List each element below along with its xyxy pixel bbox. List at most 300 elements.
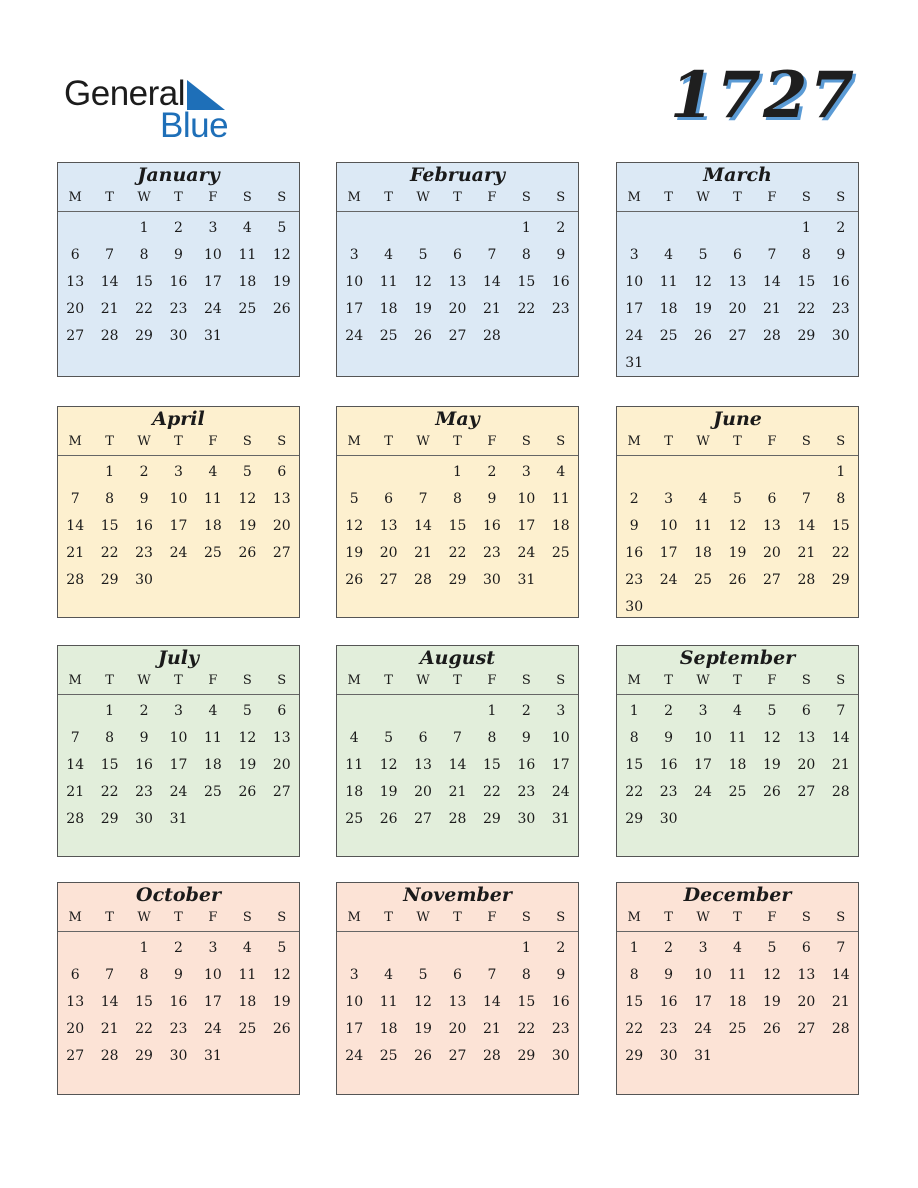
day-cell: 24 <box>204 301 222 317</box>
day-cell: 24 <box>694 1021 712 1037</box>
day-cell: 26 <box>763 1021 781 1037</box>
day-cell: 19 <box>763 757 781 773</box>
day-cell: 10 <box>551 730 570 746</box>
month-december <box>616 882 859 1095</box>
logo-text-general: General <box>64 74 186 113</box>
weekday-label: M <box>68 190 82 205</box>
day-cell: 15 <box>797 274 816 290</box>
day-cell: 5 <box>767 940 777 956</box>
day-cell: 28 <box>66 572 85 588</box>
day-cell: 10 <box>694 730 712 746</box>
weekday-label: T <box>174 190 183 205</box>
day-cell: 6 <box>277 703 287 719</box>
day-cell: 24 <box>694 784 712 800</box>
day-cell: 17 <box>169 757 188 773</box>
day-cell: 23 <box>169 1021 188 1037</box>
weekday-label: W <box>696 910 710 925</box>
month-february <box>336 162 579 377</box>
day-grid <box>337 932 578 1070</box>
day-cell: 7 <box>418 491 428 507</box>
day-cell: 23 <box>483 545 501 561</box>
day-cell: 7 <box>105 967 115 983</box>
day-cell: 20 <box>272 757 291 773</box>
weekday-label: F <box>487 190 497 205</box>
weekday-label: T <box>174 673 183 688</box>
day-cell: 5 <box>733 491 742 507</box>
empty-day-cell <box>686 215 720 242</box>
day-cell: 25 <box>551 545 570 561</box>
weekday-label: S <box>556 190 566 205</box>
day-cell: 11 <box>345 757 364 773</box>
day-cell: 16 <box>169 274 188 290</box>
empty-day-cell <box>406 459 440 486</box>
day-cell: 10 <box>345 274 364 290</box>
day-cell: 2 <box>664 940 674 956</box>
empty-day-cell <box>406 215 440 242</box>
day-cell: 14 <box>483 274 501 290</box>
weekday-label: S <box>836 910 846 925</box>
day-cell: 30 <box>169 1048 188 1064</box>
empty-day-cell <box>337 935 371 962</box>
day-cell: 19 <box>379 784 398 800</box>
empty-day-cell <box>440 698 474 725</box>
weekday-label: S <box>277 434 287 449</box>
day-cell: 6 <box>733 247 742 263</box>
weekday-label: F <box>208 673 218 688</box>
day-cell: 16 <box>483 518 501 534</box>
day-cell: 1 <box>629 703 639 719</box>
day-cell: 24 <box>169 545 188 561</box>
weekday-label: M <box>68 673 82 688</box>
day-cell: 7 <box>767 247 777 263</box>
day-cell: 21 <box>483 301 501 317</box>
month-name: November <box>403 884 512 906</box>
day-cell: 12 <box>414 274 432 290</box>
day-cell: 10 <box>517 491 536 507</box>
day-cell: 29 <box>831 572 850 588</box>
weekday-label: S <box>836 190 846 205</box>
weekday-label: F <box>767 434 777 449</box>
day-cell: 27 <box>66 328 85 344</box>
day-cell: 17 <box>694 994 712 1010</box>
day-cell: 3 <box>349 967 359 983</box>
day-cell: 3 <box>174 703 183 719</box>
day-cell: 10 <box>204 967 222 983</box>
day-cell: 28 <box>414 572 432 588</box>
day-cell: 29 <box>100 811 119 827</box>
day-cell: 31 <box>625 355 644 371</box>
empty-day-cell <box>789 459 823 486</box>
day-cell: 6 <box>801 940 811 956</box>
empty-day-cell <box>371 459 405 486</box>
weekday-label: W <box>137 673 151 688</box>
weekday-header-row <box>337 188 578 212</box>
day-cell: 18 <box>379 301 398 317</box>
month-january <box>57 162 300 377</box>
weekday-label: S <box>836 434 846 449</box>
day-cell: 12 <box>728 518 747 534</box>
day-cell: 2 <box>629 491 639 507</box>
day-cell: 7 <box>453 730 462 746</box>
month-april <box>57 406 300 618</box>
day-cell: 22 <box>100 545 119 561</box>
day-cell: 22 <box>831 545 850 561</box>
day-grid <box>337 212 578 350</box>
day-cell: 21 <box>100 1021 119 1037</box>
day-cell: 22 <box>100 784 119 800</box>
day-cell: 31 <box>551 811 570 827</box>
empty-day-cell <box>92 935 126 962</box>
empty-day-cell <box>440 935 474 962</box>
month-october <box>57 882 300 1095</box>
empty-day-cell <box>406 698 440 725</box>
day-cell: 15 <box>517 274 536 290</box>
empty-day-cell <box>371 698 405 725</box>
day-cell: 11 <box>204 730 222 746</box>
day-cell: 3 <box>521 464 531 480</box>
weekday-label: T <box>384 910 393 925</box>
day-cell: 26 <box>694 328 712 344</box>
day-cell: 14 <box>100 274 119 290</box>
day-cell: 20 <box>379 545 398 561</box>
weekday-label: S <box>556 910 566 925</box>
weekday-label: M <box>347 673 361 688</box>
day-cell: 14 <box>831 730 850 746</box>
weekday-label: F <box>487 910 497 925</box>
day-cell: 2 <box>556 220 566 236</box>
day-cell: 15 <box>135 994 153 1010</box>
empty-day-cell <box>58 215 92 242</box>
day-cell: 17 <box>169 518 188 534</box>
day-cell: 8 <box>629 730 639 746</box>
weekday-label: F <box>767 190 777 205</box>
day-cell: 27 <box>448 328 467 344</box>
day-cell: 18 <box>728 994 747 1010</box>
day-cell: 27 <box>728 328 747 344</box>
empty-day-cell <box>371 935 405 962</box>
day-cell: 23 <box>135 545 153 561</box>
day-cell: 23 <box>831 301 850 317</box>
day-cell: 25 <box>728 1021 747 1037</box>
day-cell: 25 <box>238 1021 257 1037</box>
day-cell: 7 <box>487 247 497 263</box>
day-cell: 7 <box>836 940 846 956</box>
day-cell: 31 <box>204 1048 222 1064</box>
day-cell: 8 <box>139 247 149 263</box>
day-cell: 9 <box>629 518 639 534</box>
day-cell: 4 <box>733 940 742 956</box>
day-cell: 3 <box>698 940 708 956</box>
day-cell: 22 <box>135 1021 153 1037</box>
day-cell: 3 <box>629 247 639 263</box>
day-cell: 18 <box>728 757 747 773</box>
weekday-label: T <box>453 910 462 925</box>
day-cell: 23 <box>659 784 678 800</box>
day-cell: 15 <box>625 994 644 1010</box>
day-cell: 5 <box>698 247 708 263</box>
weekday-header-row <box>617 908 858 932</box>
day-cell: 21 <box>448 784 467 800</box>
day-cell: 10 <box>345 994 364 1010</box>
empty-day-cell <box>337 698 371 725</box>
day-cell: 29 <box>135 1048 153 1064</box>
day-cell: 17 <box>659 545 678 561</box>
day-cell: 22 <box>483 784 501 800</box>
day-cell: 8 <box>139 967 149 983</box>
weekday-label: W <box>416 190 430 205</box>
day-cell: 16 <box>659 757 678 773</box>
weekday-label: T <box>733 190 742 205</box>
day-cell: 30 <box>517 811 536 827</box>
day-cell: 15 <box>448 518 467 534</box>
day-cell: 20 <box>272 518 291 534</box>
weekday-label: S <box>521 673 531 688</box>
day-cell: 21 <box>483 1021 501 1037</box>
month-july <box>57 645 300 857</box>
day-cell: 13 <box>379 518 398 534</box>
empty-day-cell <box>686 459 720 486</box>
day-cell: 9 <box>556 247 566 263</box>
day-cell: 14 <box>483 994 501 1010</box>
day-cell: 14 <box>448 757 467 773</box>
day-cell: 13 <box>448 994 467 1010</box>
day-cell: 9 <box>487 491 497 507</box>
day-cell: 6 <box>453 247 462 263</box>
day-cell: 30 <box>169 328 188 344</box>
empty-day-cell <box>755 215 789 242</box>
day-cell: 2 <box>174 940 183 956</box>
weekday-label: T <box>384 434 393 449</box>
day-cell: 28 <box>797 572 816 588</box>
weekday-label: T <box>174 434 183 449</box>
day-cell: 28 <box>763 328 781 344</box>
day-cell: 11 <box>379 274 398 290</box>
day-cell: 16 <box>135 518 153 534</box>
day-cell: 6 <box>70 247 80 263</box>
day-cell: 30 <box>135 811 153 827</box>
day-cell: 4 <box>208 703 218 719</box>
day-cell: 1 <box>105 703 115 719</box>
day-cell: 6 <box>801 703 811 719</box>
weekday-label: S <box>801 190 811 205</box>
empty-day-cell <box>720 215 754 242</box>
day-cell: 19 <box>414 301 432 317</box>
day-cell: 20 <box>66 1021 85 1037</box>
day-cell: 26 <box>414 328 432 344</box>
day-cell: 10 <box>659 518 678 534</box>
day-cell: 26 <box>379 811 398 827</box>
day-grid <box>617 932 858 1070</box>
day-cell: 4 <box>242 940 252 956</box>
weekday-label: T <box>733 673 742 688</box>
day-cell: 21 <box>831 757 850 773</box>
day-cell: 24 <box>345 1048 364 1064</box>
day-cell: 27 <box>379 572 398 588</box>
weekday-label: S <box>277 910 287 925</box>
day-cell: 5 <box>242 464 252 480</box>
weekday-header-row <box>337 908 578 932</box>
weekday-label: T <box>733 434 742 449</box>
day-cell: 25 <box>238 301 257 317</box>
day-cell: 27 <box>448 1048 467 1064</box>
weekday-label: T <box>105 190 114 205</box>
day-cell: 25 <box>204 545 222 561</box>
day-cell: 5 <box>277 940 287 956</box>
weekday-header-row <box>337 671 578 695</box>
day-cell: 1 <box>139 220 149 236</box>
day-cell: 12 <box>694 274 712 290</box>
month-september <box>616 645 859 857</box>
day-cell: 2 <box>556 940 566 956</box>
day-cell: 17 <box>345 301 364 317</box>
day-cell: 22 <box>135 301 153 317</box>
day-cell: 14 <box>831 967 850 983</box>
day-grid <box>58 695 299 833</box>
day-cell: 6 <box>418 730 428 746</box>
empty-day-cell <box>92 215 126 242</box>
day-cell: 19 <box>272 994 291 1010</box>
day-cell: 1 <box>836 464 846 480</box>
month-august <box>336 645 579 857</box>
weekday-label: F <box>208 190 218 205</box>
day-cell: 26 <box>238 545 257 561</box>
day-cell: 4 <box>384 247 394 263</box>
empty-day-cell <box>406 935 440 962</box>
day-cell: 12 <box>238 730 257 746</box>
weekday-label: M <box>627 673 641 688</box>
day-cell: 18 <box>238 994 257 1010</box>
day-cell: 5 <box>277 220 287 236</box>
weekday-label: T <box>453 673 462 688</box>
weekday-label: S <box>521 190 531 205</box>
day-cell: 27 <box>272 784 291 800</box>
empty-day-cell <box>58 459 92 486</box>
day-cell: 17 <box>204 994 222 1010</box>
day-cell: 15 <box>100 757 119 773</box>
day-cell: 28 <box>831 784 850 800</box>
day-cell: 16 <box>517 757 536 773</box>
day-cell: 8 <box>836 491 846 507</box>
day-cell: 12 <box>345 518 364 534</box>
day-cell: 26 <box>763 784 781 800</box>
day-cell: 29 <box>448 572 467 588</box>
day-cell: 8 <box>801 247 811 263</box>
weekday-label: F <box>487 673 497 688</box>
day-cell: 10 <box>169 730 188 746</box>
day-cell: 31 <box>169 811 188 827</box>
day-cell: 15 <box>831 518 850 534</box>
empty-day-cell <box>337 459 371 486</box>
day-cell: 12 <box>379 757 398 773</box>
weekday-label: T <box>664 673 673 688</box>
day-cell: 23 <box>659 1021 678 1037</box>
day-cell: 12 <box>238 491 257 507</box>
day-cell: 7 <box>487 967 497 983</box>
day-cell: 27 <box>414 811 432 827</box>
day-cell: 11 <box>204 491 222 507</box>
day-cell: 5 <box>384 730 394 746</box>
month-june <box>616 406 859 618</box>
weekday-label: M <box>347 434 361 449</box>
day-cell: 21 <box>831 994 850 1010</box>
day-cell: 18 <box>204 518 222 534</box>
day-cell: 27 <box>272 545 291 561</box>
day-cell: 1 <box>521 940 531 956</box>
day-cell: 3 <box>349 247 359 263</box>
weekday-label: F <box>767 673 777 688</box>
weekday-label: T <box>174 910 183 925</box>
day-cell: 17 <box>551 757 570 773</box>
weekday-label: M <box>627 190 641 205</box>
day-cell: 12 <box>272 247 291 263</box>
weekday-header-row <box>58 908 299 932</box>
day-cell: 30 <box>659 1048 678 1064</box>
day-cell: 18 <box>204 757 222 773</box>
day-cell: 13 <box>66 274 85 290</box>
day-cell: 7 <box>70 491 80 507</box>
day-cell: 14 <box>763 274 781 290</box>
day-cell: 2 <box>836 220 846 236</box>
weekday-label: W <box>696 434 710 449</box>
day-cell: 16 <box>625 545 644 561</box>
day-cell: 2 <box>174 220 183 236</box>
day-cell: 25 <box>694 572 712 588</box>
day-cell: 16 <box>551 994 570 1010</box>
weekday-label: T <box>453 190 462 205</box>
weekday-label: W <box>696 673 710 688</box>
day-cell: 2 <box>521 703 531 719</box>
weekday-label: M <box>627 434 641 449</box>
day-cell: 10 <box>169 491 188 507</box>
day-cell: 4 <box>208 464 218 480</box>
day-cell: 8 <box>105 730 115 746</box>
day-cell: 13 <box>797 730 816 746</box>
day-cell: 9 <box>139 730 149 746</box>
day-cell: 1 <box>105 464 115 480</box>
day-cell: 27 <box>797 1021 816 1037</box>
day-cell: 13 <box>728 274 747 290</box>
day-cell: 17 <box>345 1021 364 1037</box>
general-blue-logo <box>64 74 244 144</box>
weekday-label: F <box>208 910 218 925</box>
empty-day-cell <box>617 459 651 486</box>
day-cell: 2 <box>487 464 497 480</box>
month-name: May <box>435 408 480 430</box>
day-grid <box>58 932 299 1070</box>
day-cell: 2 <box>664 703 674 719</box>
empty-day-cell <box>58 698 92 725</box>
month-name: January <box>137 164 220 186</box>
weekday-label: F <box>208 434 218 449</box>
weekday-label: T <box>453 434 462 449</box>
weekday-label: T <box>733 910 742 925</box>
day-cell: 25 <box>379 328 398 344</box>
day-cell: 6 <box>384 491 394 507</box>
day-cell: 26 <box>414 1048 432 1064</box>
day-cell: 2 <box>139 703 149 719</box>
day-cell: 18 <box>238 274 257 290</box>
day-cell: 9 <box>556 967 566 983</box>
day-cell: 16 <box>831 274 850 290</box>
weekday-label: W <box>416 434 430 449</box>
day-cell: 9 <box>139 491 149 507</box>
weekday-header-row <box>617 188 858 212</box>
day-cell: 11 <box>728 967 747 983</box>
weekday-label: S <box>242 434 252 449</box>
day-cell: 3 <box>208 940 218 956</box>
day-cell: 14 <box>66 757 85 773</box>
day-cell: 8 <box>487 730 497 746</box>
